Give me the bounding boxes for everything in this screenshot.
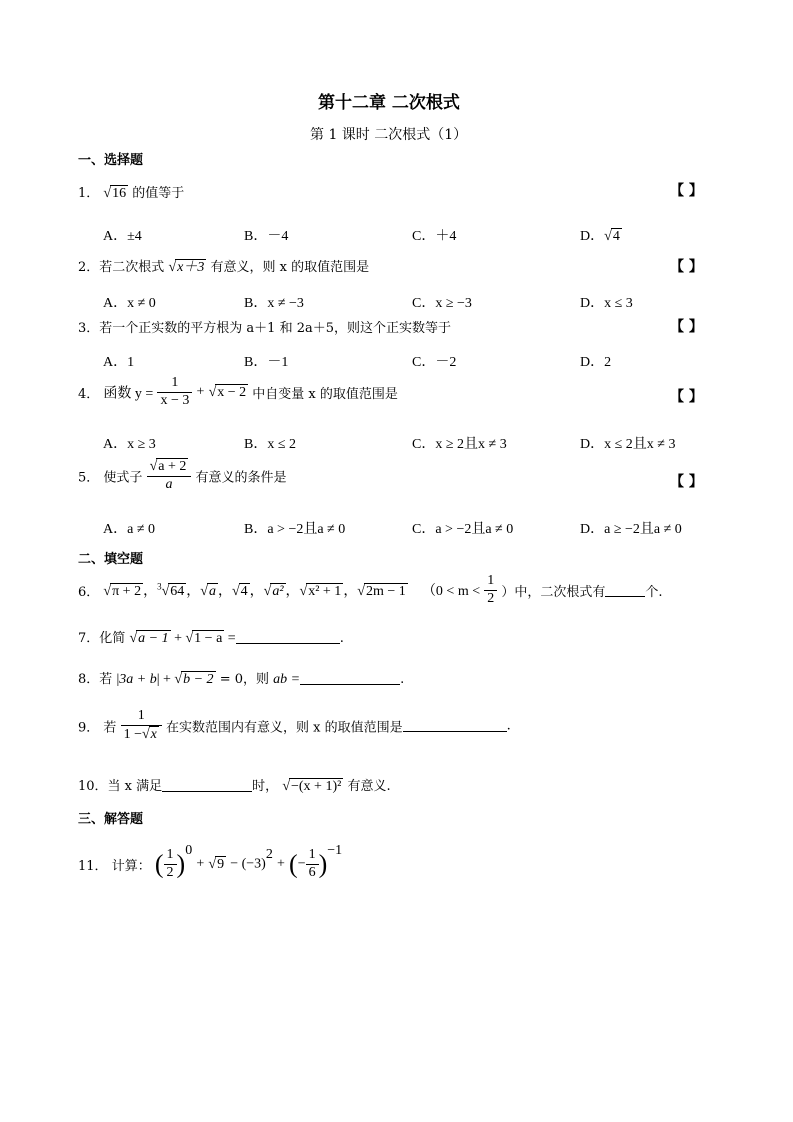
question-3: 3．若一个正实数的平方根为 a＋1 和 2a＋5，则这个正实数等于: [78, 321, 451, 336]
question-8: 8．若 |3a + b| + √b − 2 = 0，则 ab = .: [78, 672, 405, 687]
option-a: A．x ≥ 3: [103, 437, 156, 452]
question-10: 10．当 x 满足 时， √−(x + 1)² 有意义.: [78, 779, 391, 794]
answer-bracket: 【 】: [670, 474, 703, 490]
option-c: C．－2: [412, 355, 457, 370]
question-6: 6． √π + 2 ，$^3$√64 ，√a ，√4 ，√a² ，√x² + 1 ，√2m − 1 （0 < m < $\frac{1}{2}$ ）中，二次根式有 个.: [78, 573, 663, 606]
page-title: 第十二章 二次根式: [318, 93, 460, 113]
option-a: A．x ≠ 0: [103, 296, 156, 311]
question-2: 2．若二次根式 √x＋3 有意义，则 x 的取值范围是: [78, 260, 370, 275]
option-b: B．－1: [244, 355, 289, 370]
answer-blank[interactable]: [300, 672, 400, 685]
question-text: 的值等于: [132, 186, 185, 201]
answer-blank[interactable]: [605, 584, 645, 597]
answer-bracket: 【 】: [670, 183, 703, 199]
option-a: A．1: [103, 355, 135, 370]
answer-blank[interactable]: [162, 779, 252, 792]
option-d: D．x ≤ 2且x ≠ 3: [580, 437, 676, 452]
question-7: 7．化简 √a − 1 + √1 − a = .: [78, 631, 344, 646]
option-b: B．a > −2且a ≠ 0: [244, 522, 346, 537]
option-d: D．√4: [580, 229, 620, 244]
question-9: 9． 若 $\frac{1}{1 -√x}$ 在实数范围内有意义，则 x 的取值范围是 .: [78, 708, 511, 742]
section-answer: 三、解答题: [78, 812, 144, 827]
section-choice: 一、选择题: [78, 153, 144, 168]
option-b: B．－4: [244, 229, 289, 244]
lesson-subtitle: 第 1 课时 二次根式（1）: [310, 127, 468, 143]
option-d: D．x ≤ 3: [580, 296, 633, 311]
radical: √16: [103, 186, 127, 201]
option-a: A．±4: [103, 229, 142, 244]
question-1: [78, 182, 184, 202]
fraction: $\frac{√a + 2}{a}$: [147, 458, 192, 494]
question-11: 11． 计算： ( $\frac{1}{2}$ )$^0 + √9 - (-3)^2$ + (− $\frac{1}{6}$ )$^{-1}$: [78, 843, 343, 880]
question-4: 4． 函数 y = $\frac{1}{x - 3}$ + √x − 2 中自变量 x 的取值范围是: [78, 375, 398, 408]
answer-bracket: 【 】: [670, 319, 703, 335]
option-c: C．x ≥ −3: [412, 296, 472, 311]
option-a: A．a ≠ 0: [103, 522, 156, 537]
option-c: C．a > −2且a ≠ 0: [412, 522, 514, 537]
answer-blank[interactable]: [236, 631, 340, 644]
answer-bracket: 【 】: [670, 389, 703, 405]
option-c: C．＋4: [412, 229, 457, 244]
option-c: C．x ≥ 2且x ≠ 3: [412, 437, 507, 452]
option-d: D．2: [580, 355, 612, 370]
option-b: B．x ≠ −3: [244, 296, 304, 311]
fraction: $\frac{1}{x - 3}$: [157, 375, 192, 410]
answer-bracket: 【 】: [670, 259, 703, 275]
answer-blank[interactable]: [403, 719, 507, 732]
question-number: 1．: [78, 186, 100, 201]
option-d: D．a ≥ −2且a ≠ 0: [580, 522, 682, 537]
section-fill: 二、填空题: [78, 552, 144, 567]
option-b: B．x ≤ 2: [244, 437, 297, 452]
question-5: 5． 使式子 $\frac{√a + 2}{a}$ 有意义的条件是: [78, 459, 287, 492]
